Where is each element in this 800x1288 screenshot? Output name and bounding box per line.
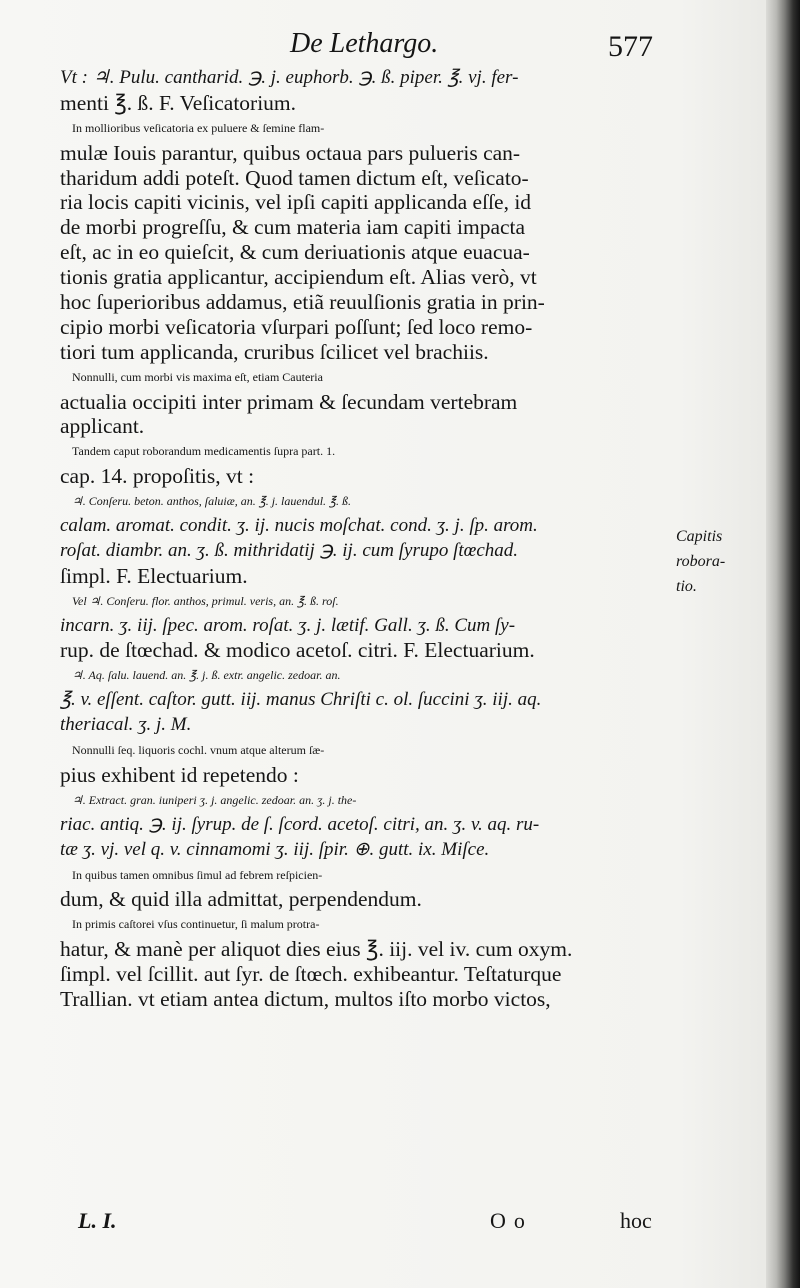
text-line: hatur, & manè per aliquot dies eius ℥. iij. vel iv. cum oxym. <box>60 937 573 962</box>
text-line: ♃. Extract. gran. iuniperi ʒ. j. angelic. zedoar. an. ʒ. j. the- <box>72 792 357 807</box>
catchword: hoc <box>620 1208 652 1233</box>
text-line: Nonnulli ſeq. liquoris cochl. vnum atque alterum ſæ- <box>72 743 325 758</box>
text-line: calam. aromat. condit. ʒ. ij. nucis moſchat. cond. ʒ. j. ſp. arom. <box>60 515 538 537</box>
text-line: Vel ♃. Conſeru. flor. anthos, primul. veris, an. ℥. ß. roſ. <box>72 593 339 608</box>
text-line: In primis caſtorei vſus continuetur, ſi malum protra- <box>72 917 320 932</box>
text-line: tiori tum applicanda, cruribus ſcilicet vel brachiis. <box>60 339 489 364</box>
text-line: tionis gratia applicantur, accipiendum eſt. Alias verò, vt <box>60 265 537 290</box>
text-line: tæ ʒ. vj. vel q. v. cinnamomi ʒ. iij. ſpir. ⊕. gutt. ix. Miſce. <box>60 838 490 860</box>
text-line: menti ℥. ß. F. Veſicatorium. <box>60 90 297 115</box>
text-line: In quibus tamen omnibus ſimul ad febrem reſpicien- <box>72 867 323 882</box>
margin-note-line: robora- <box>676 553 726 570</box>
text-line: theriacal. ʒ. j. M. <box>60 714 192 736</box>
text-line: Trallian. vt etiam antea dictum, multos iſto morbo victos, <box>60 986 551 1011</box>
text-line: ſimpl. vel ſcillit. aut ſyr. de ſtœch. exhibeantur. Teſtaturque <box>60 962 562 987</box>
text-line: ℥. v. eſſent. caſtor. gutt. iij. manus Chriſti c. ol. ſuccini ʒ. iij. aq. <box>60 689 542 711</box>
text-line: Nonnulli, cum morbi vis maxima eſt, etiam Cauteria <box>72 369 323 384</box>
text-line: ♃. Conſeru. beton. anthos, ſaluiæ, an. ℥. j. lauendul. ℥. ß. <box>72 494 351 509</box>
running-title: De Lethargo. <box>290 28 439 59</box>
body-text <box>60 66 672 1012</box>
text-line: tharidum addi poteſt. Quod tamen dictum eſt, veſicato- <box>60 165 529 190</box>
text-line: pius exhibent id repetendo : <box>60 762 299 787</box>
text-line: dum, & quid illa admittat, perpendendum. <box>60 887 422 912</box>
text-line: incarn. ʒ. iij. ſpec. arom. roſat. ʒ. j. lætif. Gall. ʒ. ß. Cum ſy- <box>60 614 516 636</box>
text-line: riac. antiq. ℈. ij. ſyrup. de ſ. ſcord. acetoſ. citri, an. ʒ. v. aq. ru- <box>60 813 540 835</box>
gathering-mark: Oo <box>490 1208 533 1233</box>
text-line: ſimpl. F. Electuarium. <box>60 563 248 588</box>
text-line: applicant. <box>60 414 145 439</box>
page-footer <box>60 1208 672 1238</box>
text-line: eſt, ac in eo quieſcit, & cum deriuationis atque euacua- <box>60 240 530 265</box>
text-line: actualia occipiti inter primam & ſecundam vertebram <box>60 389 518 414</box>
text-line: In mollioribus veſicatoria ex puluere & ſemine flam- <box>72 120 325 135</box>
page-edge-shadow <box>766 0 800 1288</box>
text-line: de morbi progreſſu, & cum materia iam capiti impacta <box>60 215 526 240</box>
margin-note-line: Capitis <box>676 528 723 545</box>
page-header <box>70 22 670 62</box>
text-line: cap. 14. propoſitis, vt : <box>60 464 255 489</box>
text-line: Tandem caput roborandum medicamentis ſupra part. 1. <box>72 444 336 459</box>
page-number: 577 <box>608 30 653 63</box>
text-line: ria locis capiti vicinis, vel ipſi capiti applicanda eſſe, id <box>60 190 532 215</box>
text-line: Vt : ♃. Pulu. cantharid. ℈. j. euphorb. ℈. ß. piper. ℥. vj. fer- <box>60 67 519 88</box>
text-line: mulæ Iouis parantur, quibus octaua pars pulueris can- <box>60 140 521 165</box>
marginal-note <box>676 524 725 599</box>
text-line: roſat. diambr. an. ʒ. ß. mithridatij ℈. ij. cum ſyrupo ſtœchad. <box>60 539 519 561</box>
text-line: cipio morbi veſicatoria vſurpari poſſunt; ſed loco remo- <box>60 314 533 339</box>
margin-note-line: tio. <box>676 578 697 595</box>
text-line: hoc ſuperioribus addamus, etiã reuulſionis gratia in prin- <box>60 290 545 315</box>
text-line: ♃. Aq. ſalu. lauend. an. ℥. j. ß. extr. angelic. zedoar. an. <box>72 668 341 683</box>
text-line: rup. de ſtœchad. & modico acetoſ. citri. F. Electuarium. <box>60 638 535 663</box>
signature-mark: L. I. <box>78 1208 117 1233</box>
